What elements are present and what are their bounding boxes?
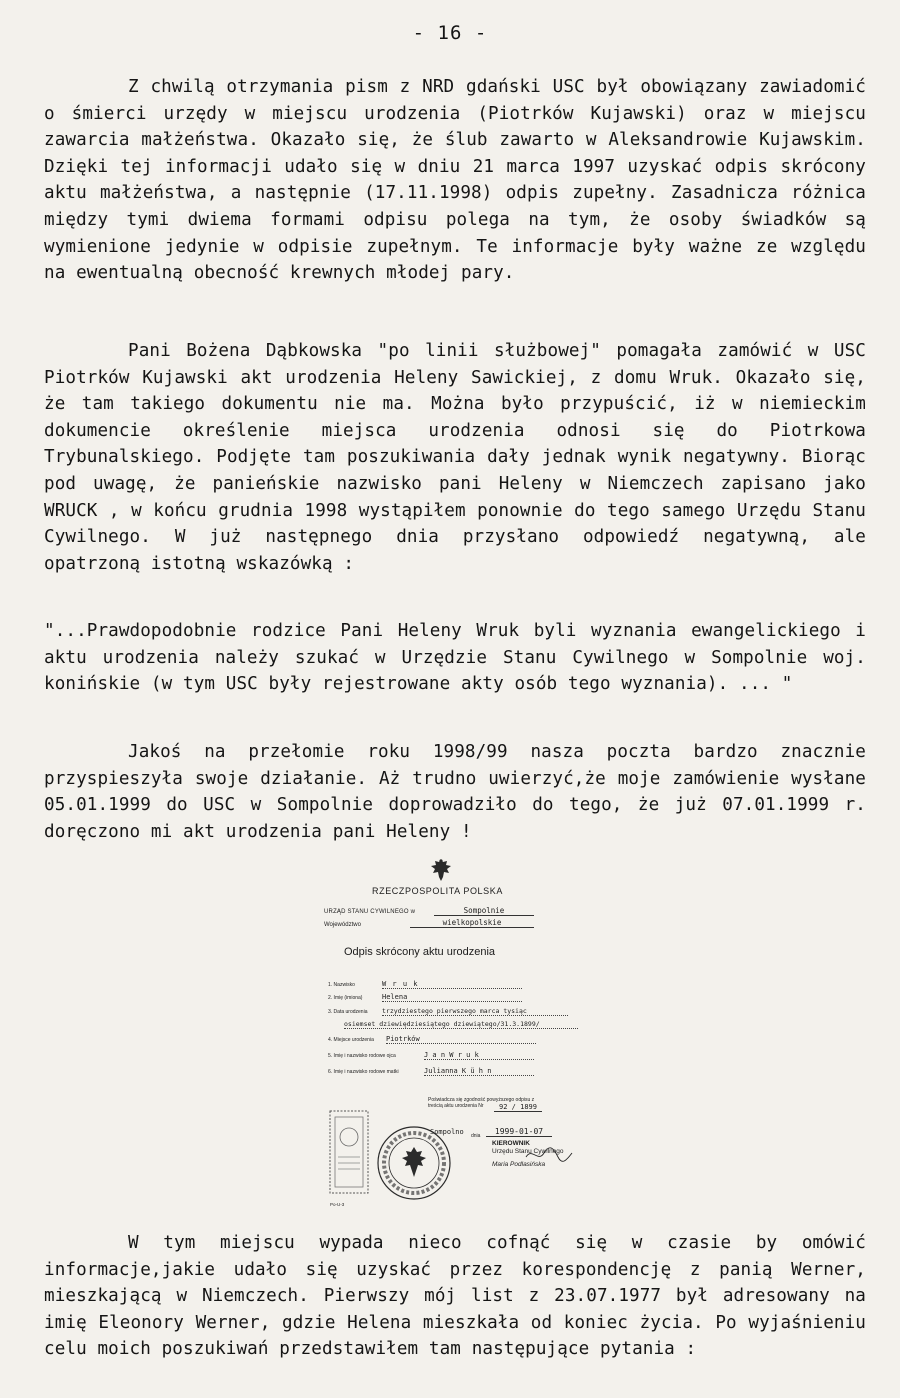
- signatory-office: Urzędu Stanu Cywilnego: [492, 1147, 564, 1155]
- field-row: [328, 977, 568, 989]
- paragraph-death-notification: Z chwilą otrzymania pism z NRD gdański USC był obowiązany zawiadomić o śmierci urzędy w miejscu urodzenia (Piotrków Kujawski) oraz w miejscu zawarcia małżeństwa. Okazało się, że ślub zawarto w Aleksandrowie Kujawskim. Dzięki tej informacji udało się w dniu 21 marca 1997 uzyskać odpis skrócony aktu małżeństwa, a następnie (17.11.1998) odpis zupełny. Zasadnicza różnica między tymi dwiema formami odpisu polega na tym, że osoby świadków są wymienione jedynie w odpisie zupełnym. Te informacje były ważne ze względu na ewentualną obecność krewnych młodej pary.: [44, 77, 866, 284]
- field-value: Helena: [382, 993, 522, 1002]
- issue-place: Sompolno: [430, 1128, 464, 1136]
- field-row: [328, 1004, 568, 1016]
- field-row: [328, 990, 568, 1002]
- field-label: 6. Imię i nazwisko rodowe matki: [328, 1069, 399, 1075]
- polish-eagle-emblem-icon: [429, 857, 453, 883]
- form-code: Po-U-3: [330, 1202, 345, 1207]
- field-value: trzydziestego pierwszego marca tysiąc: [382, 1007, 568, 1016]
- field-row: [328, 1017, 568, 1029]
- paragraph-werner-correspondence: W tym miejscu wypada nieco cofnąć się w czasie by omówić informacje,jakie udało się uzyskać przez korespondencję z panią Werner, mieszkającą w Niemczech. Pierwszy mój list z 23.07.1977 był adresowany na imię Eleonory Werner, gdzie Helena mieszkała od koniec życia. Po wyjaśnieniu celu moich poszukiwań przedstawiłem tam następujące pytania :: [44, 1233, 866, 1360]
- field-value: Julianna K ü h n: [424, 1067, 534, 1076]
- official-seal-icon: [376, 1125, 452, 1201]
- field-label: 3. Data urodzenia: [328, 1009, 368, 1015]
- birth-certificate: [318, 857, 578, 1209]
- field-row: [328, 1064, 568, 1076]
- voivodeship-value: wielkopolskie: [410, 918, 534, 928]
- paragraph-mail-speed: Jakoś na przełomie roku 1998/99 nasza poczta bardzo znacznie przyspieszyła swoje działanie. Aż trudno uwierzyć,że moje zamówienie wysłane 05.01.1999 do USC w Sompolnie doprowadziło do tego, że już 07.01.1999 r. doręczono mi akt urodzenia pani Heleny !: [44, 742, 866, 842]
- record-number: 92 / 1899: [494, 1103, 542, 1112]
- field-value: J a n W r u k: [424, 1051, 534, 1060]
- field-label: 2. Imię (imiona): [328, 995, 363, 1001]
- office-label: URZĄD STANU CYWILNEGO w: [324, 909, 416, 915]
- certificate-country: RZECZPOSPOLITA POLSKA: [372, 886, 503, 896]
- field-value: W r u k: [382, 980, 522, 989]
- paragraph-birth-record-search: Pani Bożena Dąbkowska "po linii służbowej" pomagała zamówić w USC Piotrków Kujawski akt urodzenia Heleny Sawickiej, z domu Wruk. Okazało się, że tam takiego dokumentu nie ma. Można było przypuścić, iż w niemieckim dokumencie określenie miejsca urodzenia odnosi się do Piotrkowa Trybunalskiego. Podjęte tam poszukiwania dały jednak wynik negatywny. Biorąc pod uwagę, że panieńskie nazwisko pani Heleny w Niemczech zapisano jako WRUCK , w końcu grudnia 1998 wystąpiłem ponownie do tego samego Urzędu Stanu Cywilnego. W już następnego dnia przysłano odpowiedź negatywną, ale opatrzoną istotną wskazówką :: [44, 341, 866, 574]
- signatory-name: Maria Podlasińska: [492, 1161, 546, 1168]
- conformity-text: Poświadcza się zgodność powyższego odpisu z treścią aktu urodzenia Nr: [428, 1097, 535, 1109]
- field-row: [328, 1048, 568, 1060]
- certificate-title: Odpis skrócony aktu urodzenia: [344, 946, 496, 958]
- revenue-stamp-icon: [328, 1109, 370, 1195]
- field-label: 1. Nazwisko: [328, 982, 355, 988]
- field-row: [328, 1032, 568, 1044]
- field-value: osiemset dziewiędziesiątego dziewiątego/31.3.1899/: [344, 1020, 578, 1029]
- issue-date: 1999-01-07: [486, 1127, 552, 1137]
- handwritten-signature-icon: [496, 1143, 576, 1167]
- field-value: Piotrków: [386, 1035, 536, 1044]
- voivodeship-label: Województwo: [324, 922, 361, 928]
- field-label: 4. Miejsce urodzenia: [328, 1037, 374, 1043]
- office-value: Sompolnie: [434, 906, 534, 916]
- field-label: 5. Imię i nazwisko rodowe ojca: [328, 1053, 396, 1059]
- page-number: - 16 -: [412, 22, 488, 44]
- signatory-title: KIEROWNIK: [492, 1140, 530, 1147]
- issue-date-label: dnia: [471, 1133, 481, 1139]
- quote-registry-hint: "...Prawdopodobnie rodzice Pani Heleny Wruk byli wyznania ewangelickiego i aktu urodzenia należy szukać w Urzędzie Stanu Cywilnego w Sompolnie woj. konińskie (w tym USC były rejestrowane akty osób tego wyznania). ... ": [44, 621, 866, 695]
